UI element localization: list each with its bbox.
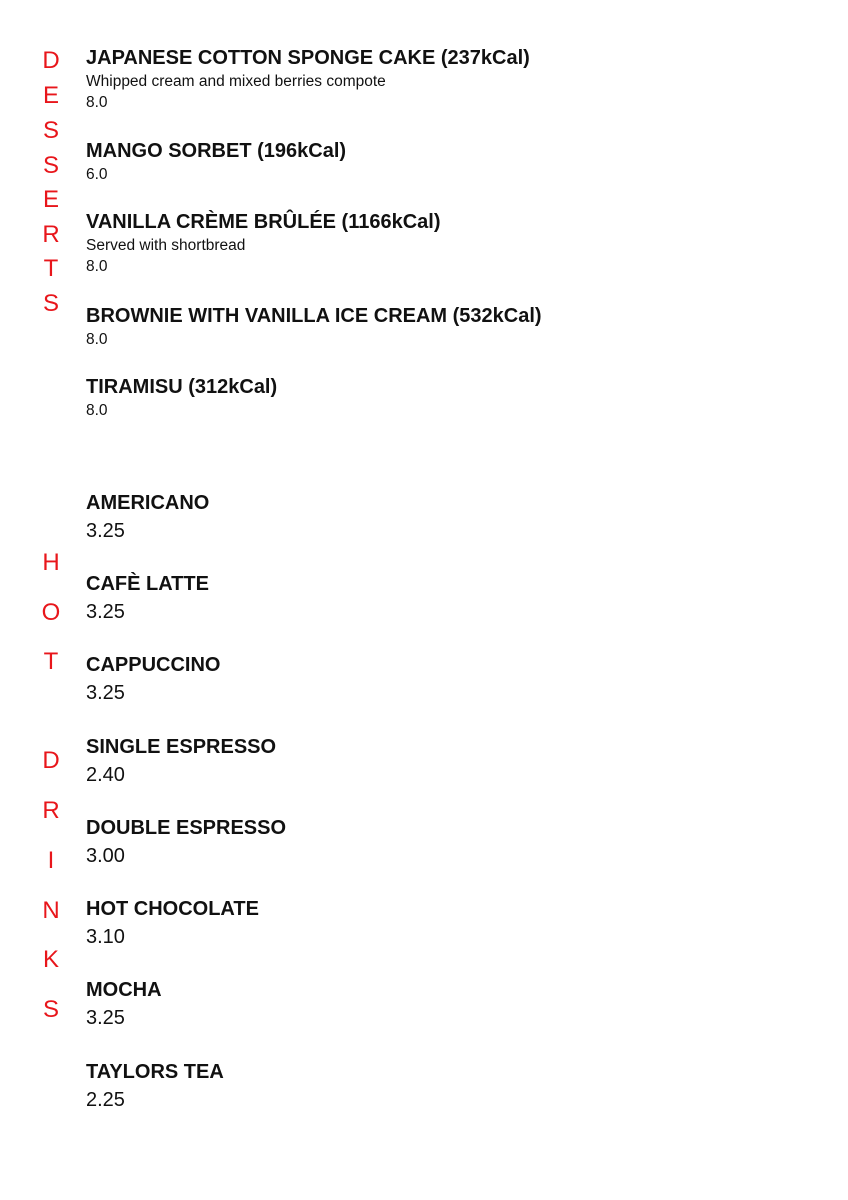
desserts-label-letter: T: [43, 255, 59, 282]
dessert-price: 8.0: [86, 258, 108, 275]
desserts-label-letter: D: [42, 47, 60, 74]
hot-drink-price: 3.25: [86, 520, 125, 542]
dessert-item: [86, 45, 806, 113]
hot-drink-name: MOCHA: [86, 979, 162, 1001]
desserts-label-letter: S: [42, 117, 59, 144]
dessert-description: Whipped cream and mixed berries compote: [86, 73, 386, 90]
hot-drink-name: SINGLE ESPRESSO: [86, 736, 277, 758]
desserts-label-letter: R: [42, 221, 60, 248]
hot-drink-name: CAFÈ LATTE: [86, 573, 209, 595]
hot-drinks-label-letter: T: [43, 648, 59, 675]
dessert-name: JAPANESE COTTON SPONGE CAKE (237kCal): [86, 47, 530, 69]
hot-drink-item: [86, 815, 806, 870]
hot-drink-item: [86, 490, 806, 545]
desserts-label-letter: E: [42, 82, 59, 109]
hot-drink-item: [86, 571, 806, 626]
dessert-price: 8.0: [86, 94, 108, 111]
dessert-name: BROWNIE WITH VANILLA ICE CREAM (532kCal): [86, 305, 542, 327]
hot-drink-name: AMERICANO: [86, 492, 210, 514]
hot-drink-name: TAYLORS TEA: [86, 1061, 224, 1083]
dessert-price: 8.0: [86, 331, 108, 348]
hot-drink-item: [86, 1059, 806, 1114]
hot-drink-price: 3.25: [86, 1007, 125, 1029]
dessert-name: MANGO SORBET (196kCal): [86, 140, 347, 162]
hot-drink-item: [86, 652, 806, 707]
desserts-label-letter: S: [42, 290, 59, 317]
hot-drink-name: DOUBLE ESPRESSO: [86, 817, 287, 839]
hot-drinks-label-letter: N: [42, 897, 60, 924]
hot-drinks-label-letter: D: [42, 747, 60, 774]
dessert-item: [86, 303, 806, 350]
hot-drink-price: 3.00: [86, 845, 125, 867]
dessert-item: [86, 374, 806, 421]
hot-drink-price: 2.25: [86, 1089, 125, 1111]
dessert-name: VANILLA CRÈME BRÛLÉE (1166kCal): [86, 211, 441, 233]
hot-drink-price: 3.25: [86, 682, 125, 704]
hot-drinks-label-letter: I: [47, 847, 55, 874]
hot-drink-item: [86, 896, 806, 951]
dessert-price: 6.0: [86, 166, 108, 183]
hot-drink-item: [86, 977, 806, 1032]
dessert-description: Served with shortbread: [86, 237, 246, 254]
hot-drink-price: 2.40: [86, 764, 125, 786]
hot-drinks-label-letter: R: [42, 797, 60, 824]
dessert-name: TIRAMISU (312kCal): [86, 376, 278, 398]
dessert-item: [86, 138, 806, 185]
desserts-label-letter: S: [42, 152, 59, 179]
hot-drink-price: 3.25: [86, 601, 125, 623]
dessert-price: 8.0: [86, 402, 108, 419]
hot-drink-price: 3.10: [86, 926, 125, 948]
hot-drinks-label-letter: K: [42, 946, 59, 973]
hot-drink-name: HOT CHOCOLATE: [86, 898, 259, 920]
hot-drinks-label-letter: H: [42, 549, 60, 576]
hot-drinks-label-letter: S: [42, 996, 59, 1023]
desserts-label-letter: E: [42, 186, 59, 213]
dessert-item: [86, 209, 806, 277]
hot-drink-item: [86, 734, 806, 789]
hot-drinks-label-letter: O: [41, 599, 61, 626]
hot-drink-name: CAPPUCCINO: [86, 654, 221, 676]
